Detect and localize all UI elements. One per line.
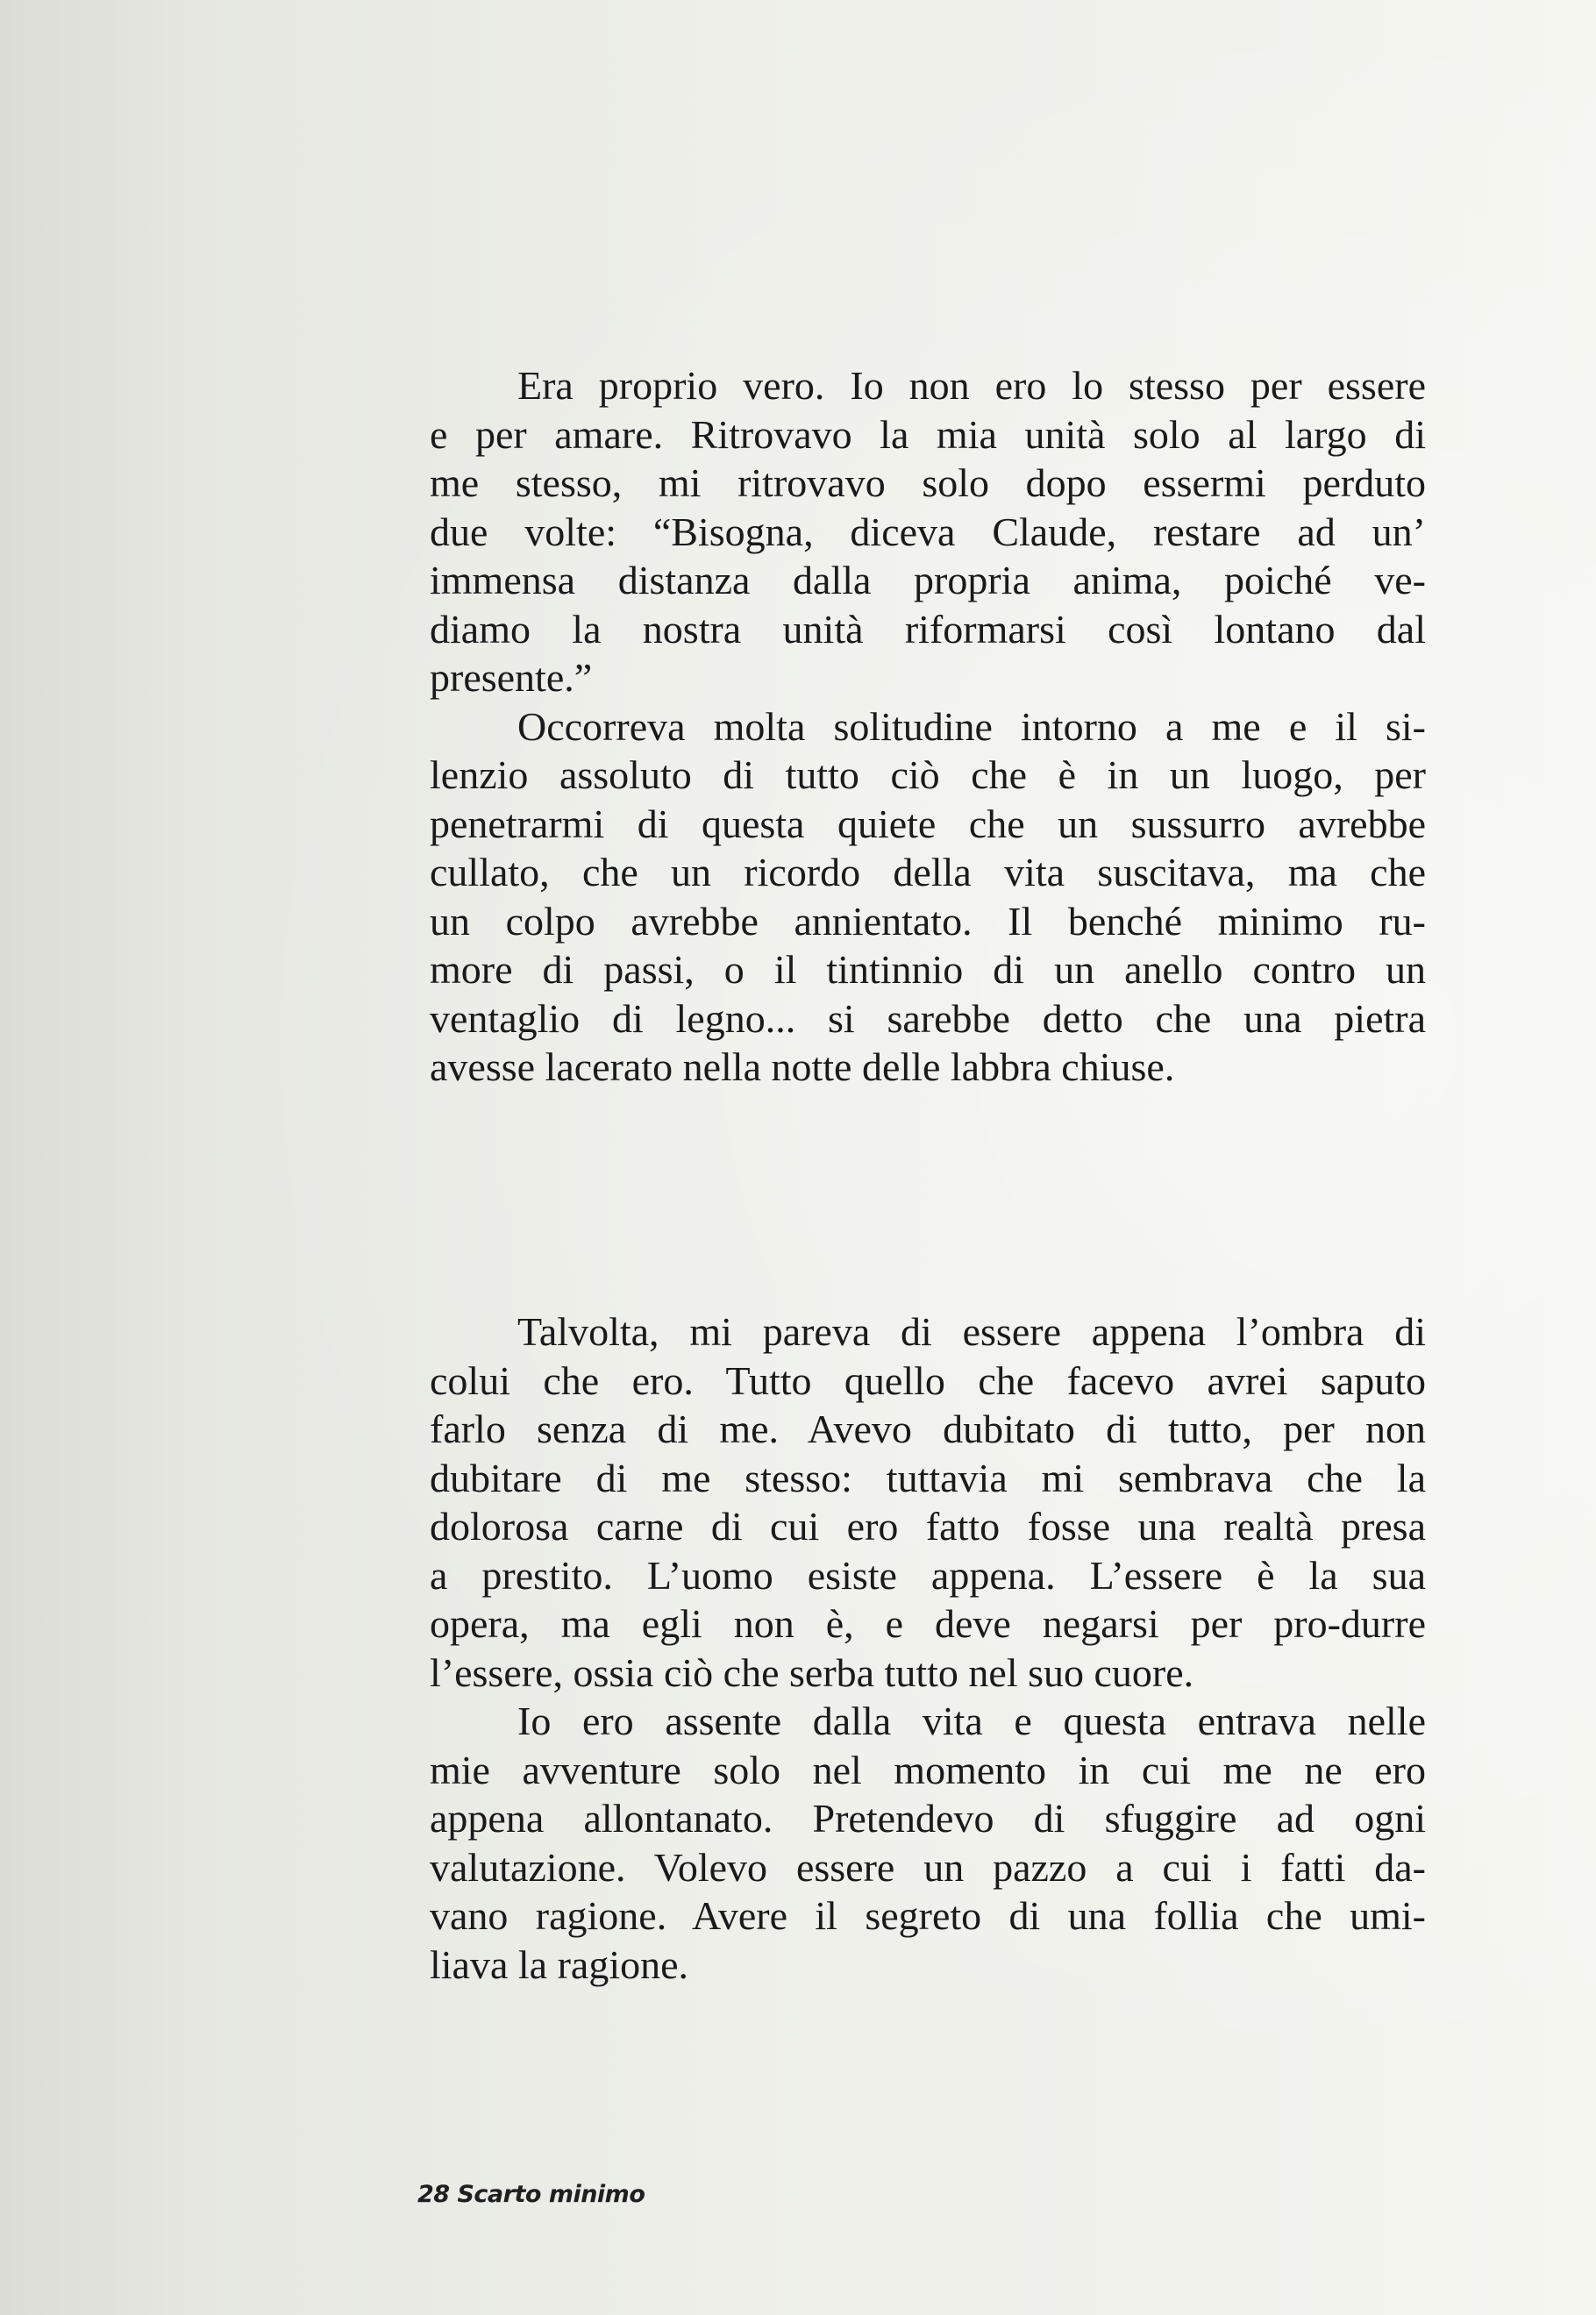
text-line: ventaglio di legno... si sarebbe detto che una pietra bbox=[430, 995, 1426, 1041]
text-line: mie avventure solo nel momento in cui me ne ero bbox=[430, 1747, 1426, 1792]
page-footer: 28 Scarto minimo bbox=[417, 2181, 645, 2208]
text-line: Era proprio vero. Io non ero lo stesso per essere bbox=[517, 363, 1426, 408]
text-line: a prestito. L’uomo esiste appena. L’essere è la sua bbox=[430, 1552, 1426, 1598]
text-line: valutazione. Volevo essere un pazzo a cui i fatti da- bbox=[430, 1844, 1426, 1890]
text-line: due volte: “Bisogna, diceva Claude, restare ad un’ bbox=[430, 509, 1426, 554]
text-line: dolorosa carne di cui ero fatto fosse una realtà presa bbox=[430, 1504, 1426, 1549]
text-section-2 bbox=[430, 1307, 1426, 1989]
text-line: penetrarmi di questa quiete che un sussurro avrebbe bbox=[430, 801, 1426, 846]
text-line: presente.” bbox=[430, 655, 593, 700]
paragraph bbox=[430, 702, 1426, 1092]
text-line: colui che ero. Tutto quello che facevo avrei saputo bbox=[430, 1357, 1426, 1403]
text-line: immensa distanza dalla propria anima, poiché ve- bbox=[430, 558, 1426, 602]
text-line: cullato, che un ricordo della vita suscitava, ma che bbox=[430, 850, 1426, 894]
text-line: liava la ragione. bbox=[430, 1941, 689, 1987]
text-section-1 bbox=[430, 361, 1426, 1092]
text-line: un colpo avrebbe annientato. Il benché minimo ru- bbox=[430, 898, 1426, 944]
text-line: avesse lacerato nella notte delle labbra chiuse. bbox=[430, 1044, 1175, 1089]
text-line: Occorreva molta solitudine intorno a me e il si- bbox=[517, 703, 1426, 749]
text-line: more di passi, o il tintinnio di un anello contro un bbox=[430, 947, 1426, 992]
text-line: diamo la nostra unità riformarsi così lontano dal bbox=[430, 606, 1426, 652]
text-line: vano ragione. Avere il segreto di una follia che umi- bbox=[430, 1893, 1426, 1938]
text-line: me stesso, mi ritrovavo solo dopo essermi perduto bbox=[430, 460, 1426, 505]
text-line: l’essere, ossia ciò che serba tutto nel suo cuore. bbox=[430, 1649, 1194, 1695]
text-line: lenzio assoluto di tutto ciò che è in un luogo, per bbox=[430, 752, 1426, 797]
text-line: farlo senza di me. Avevo dubitato di tutto, per non bbox=[430, 1407, 1426, 1451]
paragraph bbox=[430, 361, 1426, 702]
text-line: opera, ma egli non è, e deve negarsi per pro-durre bbox=[430, 1601, 1426, 1646]
text-line: appena allontanato. Pretendevo di sfuggire ad ogni bbox=[430, 1796, 1426, 1841]
text-line: Io ero assente dalla vita e questa entrava nelle bbox=[517, 1699, 1426, 1743]
text-line: dubitare di me stesso: tuttavia mi sembrava che la bbox=[430, 1455, 1426, 1500]
paragraph bbox=[430, 1307, 1426, 1697]
paragraph bbox=[430, 1697, 1426, 1989]
text-line: e per amare. Ritrovavo la mia unità solo al largo di bbox=[430, 411, 1426, 457]
text-line: Talvolta, mi pareva di essere appena l’ombra di bbox=[517, 1309, 1426, 1354]
